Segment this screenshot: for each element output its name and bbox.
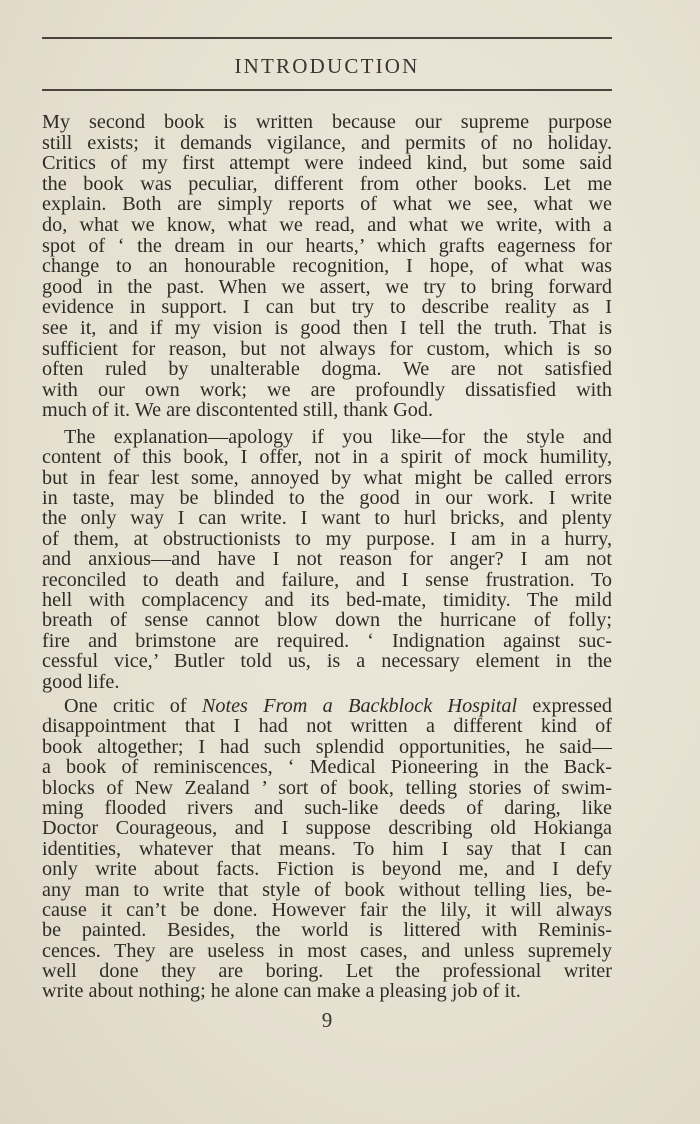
text-line: be painted. Besides, the world is littered with Reminis-: [42, 919, 612, 942]
text-line: identities, whatever that means. To him I say that I can: [42, 837, 612, 860]
line-prefix: One critic of: [64, 694, 202, 717]
page-number: 9: [321, 1008, 333, 1032]
text-line: with our own work; we are profoundly dissatisfied with: [42, 378, 612, 401]
text-line: in taste, may be blinded to the good in our work. I write: [42, 487, 612, 510]
text-line: explain. Both are simply reports of what we see, what we: [42, 193, 612, 216]
text-line: much of it. We are discontented still, thank God.: [42, 399, 434, 422]
running-head: INTRODUCTION: [234, 54, 420, 78]
text-line: book altogether; I had such splendid opportunities, he said—: [42, 735, 612, 758]
text-line: spot of ‘ the dream in our hearts,’ which grafts eagerness for: [42, 234, 612, 257]
text-line: evidence in support. I can but try to describe reality as I: [42, 296, 612, 319]
text-line: of them, at obstructionists to my purpose. I am in a hurry,: [42, 527, 612, 550]
text-line: cause it can’t be done. However fair the lily, it will always: [42, 898, 612, 921]
text-line: cessful vice,’ Butler told us, is a necessary element in the: [42, 650, 612, 673]
text-line: a book of reminiscences, ‘ Medical Pioneering in the Back-: [42, 756, 612, 779]
text-line: only write about facts. Fiction is beyond me, and I defy: [42, 858, 612, 881]
text-line: reconciled to death and failure, and I sense frustration. To: [42, 568, 612, 591]
book-title: Notes From a Backblock Hospital: [201, 694, 518, 717]
line-suffix: expressed: [517, 694, 612, 717]
text-line: and anxious—and have I not reason for anger? I am not: [42, 548, 612, 571]
header-rule-bottom: [42, 89, 612, 91]
text-line: blocks of New Zealand ’ sort of book, telling stories of swim-: [42, 776, 612, 799]
text-line: [42, 696, 612, 716]
text-line: My second book is written because our supreme purpose: [42, 111, 612, 133]
text-line: well done they are boring. Let the professional writer: [42, 960, 612, 983]
body-text: [42, 112, 612, 1002]
text-line: good life.: [42, 670, 120, 693]
text-line: do, what we know, what we read, and what we write, with a: [42, 213, 612, 236]
text-line: sufficient for reason, but not always for custom, which is so: [42, 337, 612, 360]
text-line: the book was peculiar, different from other books. Let me: [42, 172, 612, 195]
text-line: content of this book, I offer, not in a spirit of mock humility,: [42, 446, 612, 469]
text-line: write about nothing; he alone can make a pleasing job of it.: [42, 980, 521, 1003]
text-line: hell with complacency and its bed-mate, timidity. The mild: [42, 589, 612, 612]
paragraph-1: [42, 112, 612, 421]
text-line: Critics of my first attempt were indeed kind, but some said: [42, 152, 612, 175]
text-line: but in fear lest some, annoyed by what might be called errors: [42, 466, 612, 489]
paragraph-2: [42, 427, 612, 692]
text-line: cences. They are useless in most cases, and unless supremely: [42, 939, 612, 962]
text-line: The explanation—apology if you like—for the style and: [64, 425, 612, 448]
text-line: still exists; it demands vigilance, and permits of no holiday.: [42, 131, 612, 154]
text-line: often ruled by unalterable dogma. We are not satisfied: [42, 358, 612, 381]
text-line: any man to write that style of book without telling lies, be-: [42, 878, 612, 901]
text-line: the only way I can write. I want to hurl bricks, and plenty: [42, 507, 612, 530]
paragraph-3: [42, 696, 612, 1002]
text-line: change to an honourable recognition, I hope, of what was: [42, 255, 612, 278]
text-line: Doctor Courageous, and I suppose describing old Hokianga: [42, 817, 612, 840]
text-line: ming flooded rivers and such-like deeds of daring, like: [42, 796, 612, 819]
text-line: fire and brimstone are required. ‘ Indignation against suc-: [42, 629, 612, 652]
header-rule-top: [42, 37, 612, 39]
text-line: good in the past. When we assert, we try to bring forward: [42, 275, 612, 298]
text-line: breath of sense cannot blow down the hurricane of folly;: [42, 609, 612, 632]
text-line: see it, and if my vision is good then I tell the truth. That is: [42, 316, 612, 339]
text-line: disappointment that I had not written a different kind of: [42, 715, 612, 738]
